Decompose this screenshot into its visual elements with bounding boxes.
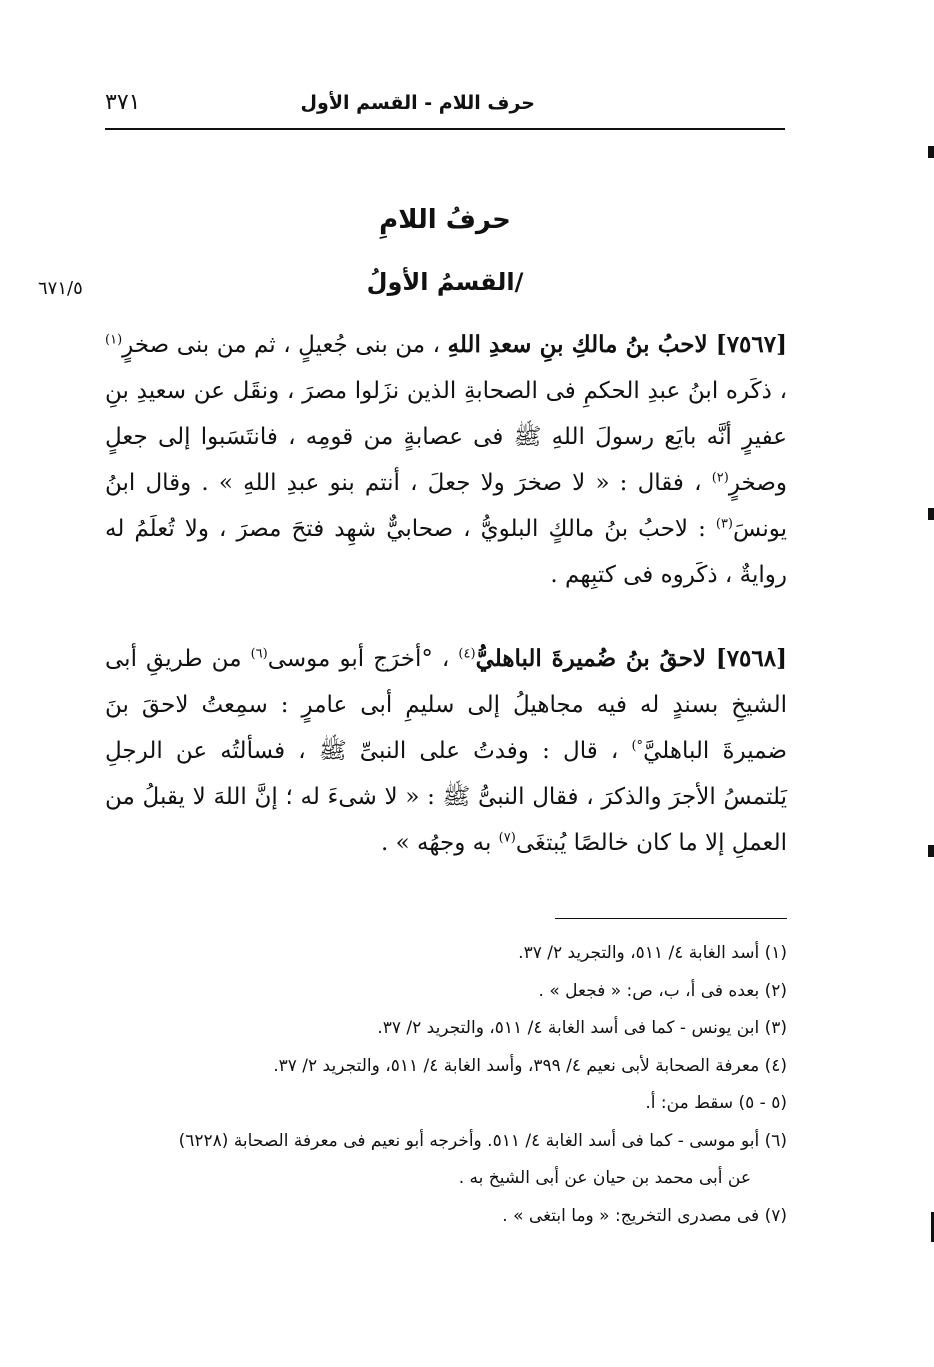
entry-text: من طريقِ أبى الشيخِ بسندٍ له فيه مجاهيلُ إلى سليمِ أبى عامرٍ : سمِعتُ لاحقَ بنَ ضميرةَ الباهليَّ [105, 646, 787, 764]
entry-text: ، فقال : « لا صخرَ ولا جعلَ ، أنتم بنو عبدِ اللهِ » . وقال ابنُ يونسَ [105, 470, 788, 542]
entry-7568 [105, 636, 787, 866]
footnote-divider [555, 918, 787, 919]
running-header [105, 88, 785, 130]
note-mark: (١) [105, 332, 123, 348]
scan-edge-mark [928, 146, 934, 158]
scan-edge-mark [928, 508, 934, 520]
note-mark: (٣) [715, 516, 733, 532]
note-mark: (٧) [498, 830, 516, 846]
entry-text: ، ذكَره ابنُ عبدِ الحكمِ فى الصحابةِ الذين نزَلوا مصرَ ، ونقَل عن سعيدِ بنِ عفيرٍ أنَّه بايَع رسولَ اللهِ ﷺ فى عصابةٍ من قومِه ، فانتَسَبوا إلى جعلٍ وصخرٍ [105, 378, 788, 496]
footnote-6-continuation: عن أبى محمد بن حيان عن أبى الشيخ به . [458, 1168, 751, 1188]
footnote-7: (٧) فى مصدرى التخريج: « وما ابتغى » . [502, 1205, 787, 1226]
entry-text: ، °أخرَج أبو موسى [267, 646, 450, 672]
section-heading: /القسمُ الأولُ [366, 268, 524, 296]
entry-text: : لاحبُ بنُ مالكٍ البلويُّ ، صحابيٌّ شهِد فتحَ مصرَ ، ولا تُعلَمُ له روايةٌ ، ذكَروه فى كتبِهم . [105, 516, 787, 588]
note-mark: (٤) [458, 646, 476, 662]
footnote-1: (١) أسد الغابة ٤/ ٥١١، والتجريد ٢/ ٣٧. [518, 943, 787, 963]
entry-head: [٧٥٦٧] لاحبُ بنُ مالكِ بنِ سعدِ اللهِ [447, 331, 788, 358]
entry-text: ، قال : وفدتُ على النبىِّ ﷺ ، فسألتُه عن الرجلِ يَلتمسُ الأجرَ والذكرَ ، فقال النبىُّ ﷺ : « لا شىءَ له ؛ إنَّ اللهَ لا يقبلُ من العملِ إلا ما كان خالصًا يُبتغَى [105, 738, 787, 856]
note-mark: °) [631, 738, 644, 754]
note-mark: (٢) [711, 470, 729, 486]
letter-heading: حرفُ اللامِ [379, 205, 511, 235]
note-mark: (٦) [250, 646, 268, 662]
footnote-5: (٥ - ٥) سقط من: أ. [645, 1093, 787, 1113]
footnote-4: (٤) معرفة الصحابة لأبى نعيم ٤/ ٣٩٩، وأسد الغابة ٤/ ٥١١، والتجريد ٢/ ٣٧. [273, 1055, 787, 1076]
entry-7567 [105, 322, 787, 598]
footnote-2: (٢) بعده فى أ، ب، ص: « فجعل » . [538, 980, 787, 1001]
entry-text: به وجهُه » . [381, 830, 492, 856]
scan-edge-mark [928, 845, 934, 857]
footnotes [105, 935, 787, 1235]
header-title: حرف اللام - القسم الأول [300, 92, 535, 114]
entry-text: ، من بنى جُعيلٍ ، ثم من بنى صخرٍ [122, 332, 440, 358]
footnote-6: (٦) أبو موسى - كما فى أسد الغابة ٤/ ٥١١. وأخرجه أبو نعيم فى معرفة الصحابة (٦٢٢٨) [178, 1130, 787, 1151]
margin-reference: ٦٧١/٥ [38, 278, 83, 299]
page-number: ٣٧١ [105, 90, 141, 115]
footnote-3: (٣) ابن يونس - كما فى أسد الغابة ٤/ ٥١١، والتجريد ٢/ ٣٧. [377, 1018, 787, 1038]
entry-head: [٧٥٦٨] لاحقُ بنُ ضُميرةَ الباهليُّ [475, 645, 788, 672]
